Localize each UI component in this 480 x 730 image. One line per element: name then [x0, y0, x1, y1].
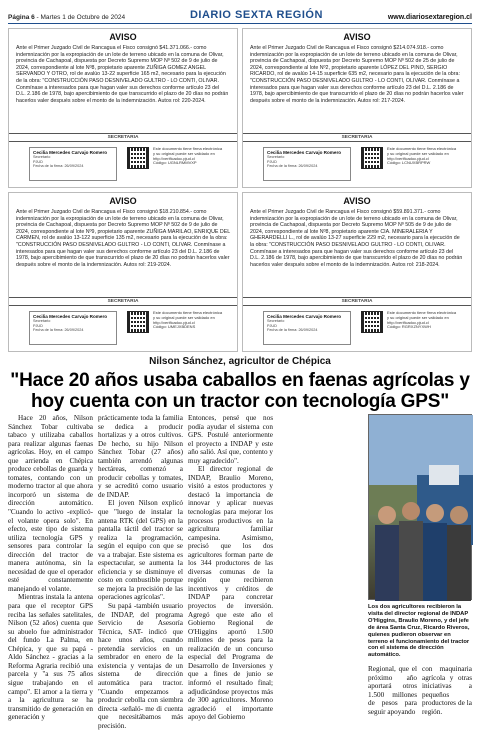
page-header	[8, 6, 472, 24]
signer-org: PJUD	[267, 323, 277, 328]
signer-role: Secretario	[267, 319, 285, 323]
signer-org: PJUD	[267, 159, 277, 164]
signer-org: PJUD	[33, 323, 43, 328]
signer-name: Cecilia Mercedes Carvajo Romero	[33, 314, 108, 319]
signer-name: Cecilia Mercedes Carvajo Romero	[267, 150, 342, 155]
signature-block	[263, 311, 351, 345]
article-column-2	[98, 414, 183, 730]
signature-date: Fecha de la firma: 26/09/2024	[267, 164, 318, 169]
notice-secretaria: SECRETARIA	[9, 297, 237, 306]
validation-note: Este documento tiene firma electrónica y su original puede ser validado en http://verificadoc.pjud.cl	[387, 310, 457, 325]
article-paragraph: prácticamente toda la familia se dedica a producir hortalizas y a otros cultivos. De hecho, su hijo Nilson Sánchez Tobar (27 años) también arrendó algunas hectáreas, comenzó a producir cebollas y tomates, y se acreditó como usuario de INDAP.	[98, 414, 183, 499]
validation-code: Código: UMEJXBDENS	[153, 324, 196, 330]
validation-text	[153, 311, 225, 330]
validation-code: Código: UGNLRMMVXP	[153, 160, 197, 166]
article-paragraph: con maquinaria agrícola y otras iniciativas a pequeños productores de la región.	[422, 665, 472, 716]
validation-note: Este documento tiene firma electrónica y su original puede ser validado en http://verificadoc.pjud.cl	[153, 310, 223, 325]
signer-role: Secretario	[33, 155, 51, 159]
notice-secretaria: SECRETARIA	[243, 297, 471, 306]
signature-date: Fecha de la firma: 26/09/2024	[33, 328, 84, 333]
newspaper-name: DIARIO SEXTA REGIÓN	[189, 9, 323, 21]
notice-body: Ante el Primer Juzgado Civil de Rancagua el Fisco consignó $214.074.918.- como indemnización por la expropiación de un lote de terreno ubicado en la comuna de Olivar, provincia de Cachapoal, dispuesta por Decreto Supremo MOP Nº 502 de 25 de julio de 2024, correspondiente al lote Nº2, propietario aparente LÓPEZ DEL PINO, SERGIO RICARDO, rol de avalúo 14-15 superficie 635 m2, necesario para la ejecución de la obra: "CONSTRUCCIÓN PASO DESNIVELADO GULTRO - LO CONTI, OLIVAR. Conmínase a interesados para que hagan valer sus derechos conforme artículo 23 del D.L. 2.186 de 1978, bajo apercibimiento de que transcurrido el plazo de 20 días no podrán hacerlos valer después sobre el monto de la indemnización. Autos rol: 217-2024.	[250, 45, 464, 104]
date-text: - Martes 1 de Octubre de 2024	[36, 14, 126, 21]
signature-date: Fecha de la firma: 26/09/2024	[267, 328, 318, 333]
signer-org: PJUD	[33, 159, 43, 164]
notice-title: AVISO	[109, 32, 137, 42]
notice-secretaria: SECRETARIA	[9, 133, 237, 142]
article-column-1	[8, 414, 93, 722]
validation-code: Código: RGRXZNYXWH	[387, 324, 431, 330]
validation-text	[387, 311, 459, 330]
signer-name: Cecilia Mercedes Carvajo Romero	[267, 314, 342, 319]
article-paragraph: Regional, que el próximo año aportará otros 1.500 millones de pesos para seguir apoyando	[368, 665, 417, 716]
validation-note: Este documento tiene firma electrónica y su original puede ser validado en http://verificadoc.pjud.cl	[387, 146, 457, 161]
validation-code: Código: LCNUXBRPRW	[387, 160, 431, 166]
article-paragraph: Su papá -también usuario de INDAP, del programa Servicio de Asesoría Técnica, SAT- indicó que hace unos años, cuando pretendía servicios en un sembrador en enero de la existencia y ventajas de un sistema de dirección automática para tractor. "Cuando empezamos a producir cebolla con siembra directa -señaló- me di cuenta que necesitábamos más precisión.	[98, 602, 183, 730]
qr-code-icon	[127, 147, 149, 169]
notice-body: Ante el Primer Juzgado Civil de Rancagua el Fisco consignó $18.210.854.- como indemnización por la expropiación de un lote de terreno ubicado en la comuna de Olivar, provincia de Cachapoal, dispuesta por Decreto Supremo MOP Nº 502 de 9 de julio de 2024, correspondiente al lote Nº9, propietario aparente ZUÑIGA MARILAO, ENRIQUE DEL CARMEN, rol de avalúo 13-122 superficie 135 m2, necesario para la ejecución de la obra: "CONSTRUCCIÓN PASO DESNIVELADO GULTRO - LO CONTI, OLIVAR. Conmínase a interesados para que hagan valer sus derechos conforme artículo 23 del D.L. 2.186 de 1978, bajo apercibimiento de que transcurrido el plazo de 20 días no podrán hacerlos valer después sobre el monto de la indemnización. Autos rol: 219-2024.	[16, 209, 231, 268]
notice-secretaria: SECRETARIA	[243, 133, 471, 142]
photo-caption: Los dos agricultores recibieron la visita del director regional de INDAP O'Higgins, Braulio Moreno, y del jefe de área Santa Cruz, Ricardo Riveros, quienes pudieron observar en terreno el funcionamiento del tractor con el sistema de dirección automático.	[368, 604, 470, 659]
validation-note: Este documento tiene firma electrónica y su original puede ser validado en http://verificadoc.pjud.cl	[153, 146, 223, 161]
signature-date: Fecha de la firma: 26/09/2024	[33, 164, 84, 169]
notice-title: AVISO	[343, 196, 371, 206]
signature-block	[29, 147, 117, 181]
farmers-photo-illustration	[369, 415, 473, 601]
notice-body: Ante el Primer Juzgado Civil de Rancagua el Fisco consignó $59.891.371.- como indemnización por la expropiación de un lote de terreno ubicado en la comuna de Olivar, provincia de Cachapoal, dispuesta por Decreto Supremo MOP Nº 505 de 9 de julio de 2024, correspondiente al lote Nº8, propietario aparente CIA. MINERALERIA Y GHERARDELLI L., rol de avalúo 13-27 superficie 229 m2, necesario para la ejecución de la obra: "CONSTRUCCIÓN PASO DESNIVELADO GULTRO - LO CONTI, OLIVAR. Conmínase a interesados para que hagan valer sus derechos conforme artículo 23 del D.L. 2.186 de 1978, bajo apercibimiento de que transcurrido el plazo de 20 días no podrán hacerlos valer después sobre el monto de la indemnización. Autos rol: 218-2024.	[250, 209, 463, 268]
qr-code-icon	[127, 311, 149, 333]
page-number: Página 6	[8, 14, 35, 21]
article-column-3	[188, 414, 273, 722]
article-paragraph: Mientras instala la antena para que el receptor GPS reciba las señales satelitales, Nilson (52 años) cuenta que su abuelo fue administrador del fundo La Palma, en Chépica, y que su papá -Aldo Sánchez - gracias a la Reforma Agraria recibió una parcela y "a sus 75 años sigue trabajando en el campo". El amor a la tierra y a la agricultura se ha transmitido de generación en generación y	[8, 593, 93, 722]
website-link[interactable]: www.diariosextaregion.cl	[387, 14, 472, 21]
page-date-label	[8, 14, 125, 21]
validation-text	[153, 147, 225, 166]
notice-title: AVISO	[343, 32, 371, 42]
notice-body: Ante el Primer Juzgado Civil de Rancagua el Fisco consignó $41.371.066.- como indemnización por la expropiación de un lote de terreno ubicado en la comuna de Olivar, provincia de Cachapoal, dispuesta por Decreto Supremo MOP Nº 502 de 9 de julio de 2024, correspondiente al lote Nº8, propietario aparente ZUÑIGA GOMEZ ANGEL SERVANDO Y OTRO, rol de avalúo 13-22 superficie 165 m2, necesario para la ejecución de la obra: "CONSTRUCCIÓN PASO DESNIVELADO GULTRO - LO CONTI, OLIVAR. Conmínase a interesados para que hagan valer sus derechos conforme artículo 23 del D.L. 2.186 de 1978, bajo apercibimiento de que transcurrido el plazo de 20 días no podrán hacerlos valer después sobre el monto de la indemnización. Autos rol: 220-2024.	[16, 45, 229, 104]
legal-notice	[242, 192, 472, 352]
qr-code-icon	[361, 311, 383, 333]
signer-name: Cecilia Mercedes Carvajo Romero	[33, 150, 108, 155]
signature-block	[29, 311, 117, 345]
article-column-4a	[368, 665, 417, 716]
article-paragraph: El director regional de INDAP, Braulio Moreno, visitó a estos productores y destacó la importancia de innovar y aplicar nuevas tecnologías para mejorar los procesos productivos en la agricultura familiar campesina. Asimismo, precisó que los dos agricultores forman parte de los 344 productores de las diversas comunas de la región que recibieron incentivos y créditos de INDAP para concretar proyectos de inversión. Agregó que este año el Gobierno Regional de O'Higgins aportó 1.500 millones de pesos para la realización de un concurso especial del Programa de Desarrollo de Inversiones y que a fines de junio se informó el resultado final; adjudicándose proyectos más de 300 agricultores. Moreno agradeció el importante apoyo del Gobierno	[188, 465, 273, 722]
article-paragraph: Hace 20 años, Nilson Sánchez Tobar cultivaba tabaco y utilizaba caballos para realizar algunas faenas agrícolas. Hoy, en el campo que arrienda en Chépica produce cebollas de guarda y tomates, contando con un moderno tractor al que ahora incorporó un sistema de dirección automático. "Cuando lo activo -explicó- el volante opera solo". En efecto, este tipo de sistema utiliza tecnología GPS y sensores para controlar la dirección del tractor de manera autónoma, sin la necesidad de que el operador esté constantemente manejando el volante.	[8, 414, 93, 593]
legal-notice	[8, 28, 238, 188]
notice-title: AVISO	[109, 196, 137, 206]
signer-role: Secretario	[267, 155, 285, 159]
article-headline: "Hace 20 años usaba caballos en faenas agrícolas y hoy cuenta con un tractor con tecnología GPS"	[10, 370, 470, 412]
qr-code-icon	[361, 147, 383, 169]
article-paragraph: Entonces, pensé que nos podía ayudar el sistema con GPS. Postulé anteriormente el proyecto a INDAP y este año salió. Así que, contento y muy agradecido".	[188, 414, 273, 465]
validation-text	[387, 147, 459, 166]
article-column-4b	[422, 665, 472, 716]
article-kicker: Nilson Sánchez, agricultor de Chépica	[149, 356, 331, 367]
article-photo	[368, 414, 472, 600]
article-paragraph: El joven Nilson explicó que "luego de instalar la antena RTK (del GPS) en la pantalla táctil del tractor se realiza la programación, según el equipo con que se va a trabajar. Este sistema es espectacular, se aumenta la eficiencia y se disminuye el costo en combustible porque se mejora la precisión de las operaciones agrícolas".	[98, 499, 183, 602]
signer-role: Secretario	[33, 319, 51, 323]
legal-notice	[8, 192, 238, 352]
legal-notice	[242, 28, 472, 188]
signature-block	[263, 147, 351, 181]
